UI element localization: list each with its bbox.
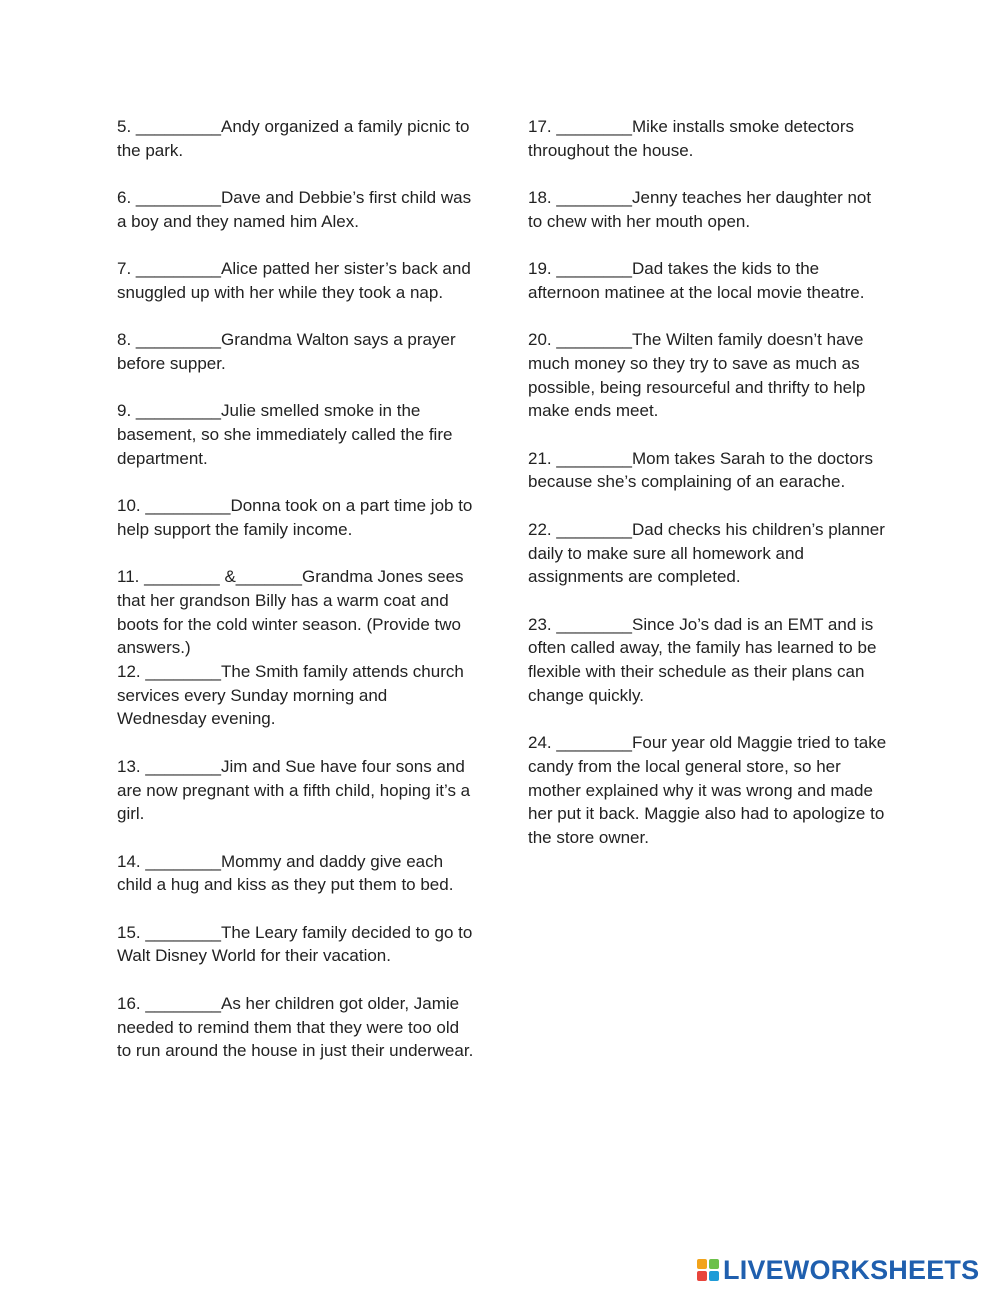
question-24: 24. ________Four year old Maggie tried to take candy from the local general store, so her mother explained why it was wrong and made her put it back. Maggie also had to apologize to the store owner. — [528, 733, 887, 847]
logo-block-l — [697, 1259, 707, 1269]
logo-block-i — [709, 1259, 719, 1269]
question-7: 7. _________Alice patted her sister’s back and snuggled up with her while they took a nap. — [117, 259, 471, 302]
question-12: 12. ________The Smith family attends church services every Sunday morning and Wednesday evening. — [117, 662, 464, 729]
liveworksheets-logo-icon — [697, 1259, 719, 1281]
logo-block-e — [709, 1271, 719, 1281]
question-9: 9. _________Julie smelled smoke in the basement, so she immediately called the fire department. — [117, 401, 453, 468]
question-6: 6. _________Dave and Debbie’s first child was a boy and they named him Alex. — [117, 188, 472, 231]
question-18: 18. ________Jenny teaches her daughter not to chew with her mouth open. — [528, 188, 872, 231]
liveworksheets-logo[interactable] — [697, 1255, 979, 1285]
logo-text: LIVEWORKSHEETS — [723, 1254, 980, 1285]
right-column — [528, 115, 888, 873]
question-11: 11. ________ &_______Grandma Jones sees that her grandson Billy has a warm coat and boots for the cold winter season. (Provide two answers.) — [117, 567, 464, 658]
left-column — [117, 115, 477, 1087]
question-5: 5. _________Andy organized a family picnic to the park. — [117, 117, 470, 160]
question-22: 22. ________Dad checks his children’s planner daily to make sure all homework and assignments are completed. — [528, 519, 885, 587]
question-23: 23. ________Since Jo’s dad is an EMT and is often called away, the family has learned to be flexible with their schedule as their plans can change quickly. — [528, 614, 877, 705]
logo-block-v — [697, 1271, 707, 1281]
question-19: 19. ________Dad takes the kids to the afternoon matinee at the local movie theatre. — [528, 259, 865, 302]
question-8: 8. _________Grandma Walton says a prayer before supper. — [117, 330, 456, 373]
question-20: 20. ________The Wilten family doesn’t have much money so they try to save as much as possible, being resourceful and thrifty to help make ends meet. — [528, 330, 866, 421]
question-16: 16. ________As her children got older, Jamie needed to remind them that they were too old to run around the house in just their underwear. — [117, 993, 474, 1061]
question-13: 13. ________Jim and Sue have four sons and are now pregnant with a fifth child, hoping it’s a girl. — [117, 756, 471, 824]
question-21: 21. ________Mom takes Sarah to the doctors because she’s complaining of an earache. — [528, 448, 873, 492]
question-15: 15. ________The Leary family decided to go to Walt Disney World for their vacation. — [117, 922, 473, 966]
question-17: 17. ________Mike installs smoke detectors throughout the house. — [528, 117, 855, 160]
question-10: 10. _________Donna took on a part time job to help support the family income. — [117, 496, 473, 539]
question-14: 14. ________Mommy and daddy give each child a hug and kiss as they put them to bed. — [117, 851, 454, 895]
